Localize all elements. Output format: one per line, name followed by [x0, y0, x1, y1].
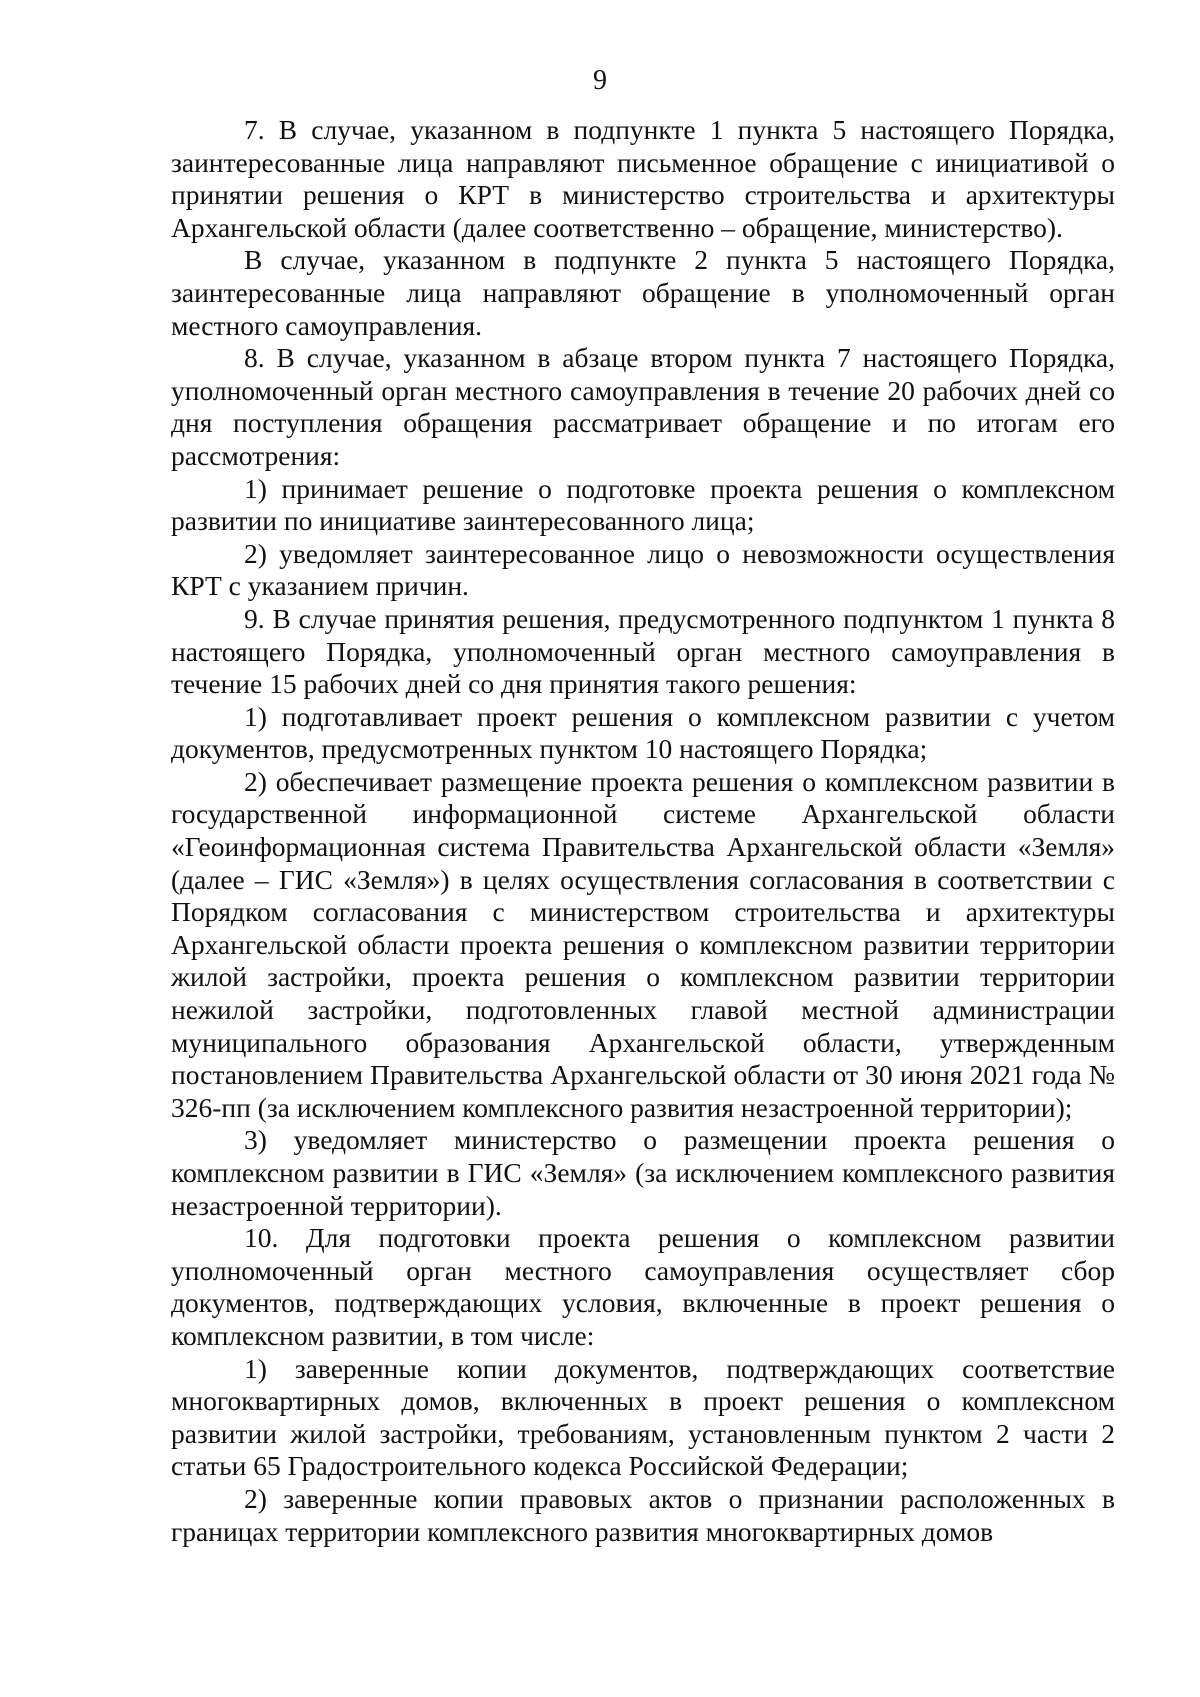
- page-number: 9: [593, 65, 607, 96]
- paragraph-8-item-1: 1) принимает решение о подготовке проекта решения о комплексном развитии по инициативе заинтересованного лица;: [171, 472, 1115, 537]
- paragraph-9-item-3: 3) уведомляет министерство о размещении проекта решения о комплексном развитии в ГИС «Земля» (за исключением комплексного развития незастроенной территории).: [171, 1124, 1115, 1221]
- paragraph-7-abzac-2: В случае, указанном в подпункте 2 пункта 5 настоящего Порядка, заинтересованные лица направляют обращение в уполномоченный орган местного самоуправления.: [171, 244, 1115, 341]
- paragraph-9-item-1: 1) подготавливает проект решения о комплексном развитии с учетом документов, предусмотренных пунктом 10 настоящего Порядка;: [171, 700, 1115, 765]
- paragraph-9: 9. В случае принятия решения, предусмотренного подпунктом 1 пункта 8 настоящего Порядка, уполномоченный орган местного самоуправления в течение 15 рабочих дней со дня принятия такого решения:: [171, 602, 1115, 700]
- document-body: [171, 114, 1115, 1548]
- paragraph-8-item-2: 2) уведомляет заинтересованное лицо о невозможности осуществления КРТ с указанием причин.: [171, 537, 1115, 602]
- paragraph-10: 10. Для подготовки проекта решения о комплексном развитии уполномоченный орган местного самоуправления осуществляет сбор документов, подтверждающих условия, включенные в проект решения о комплексном развитии, в том числе:: [171, 1222, 1115, 1351]
- paragraph-10-item-2: 2) заверенные копии правовых актов о признании расположенных в границах территории комплексного развития многоквартирных домов: [171, 1482, 1115, 1547]
- paragraph-8: 8. В случае, указанном в абзаце втором пункта 7 настоящего Порядка, уполномоченный орган местного самоуправления в течение 20 рабочих дней со дня поступления обращения рассматривает обращение и по итогам его рассмотрения:: [171, 342, 1115, 471]
- paragraph-7: 7. В случае, указанном в подпункте 1 пункта 5 настоящего Порядка, заинтересованные лица направляют письменное обращение с инициативой о принятии решения о КРТ в министерство строительства и архитектуры Архангельской области (далее соответственно – обращение, министерство).: [171, 114, 1115, 243]
- paragraph-9-item-2: 2) обеспечивает размещение проекта решения о комплексном развитии в государственной информационной системе Архангельской области «Геоинформационная система Правительства Архангельской области «Земля» (далее – ГИС «Земля») в целях осуществления согласования в соответствии с Порядком согласования с министерством строительства и архитектуры Архангельской области проекта решения о комплексном развитии территории жилой застройки, проекта решения о комплексном развитии территории нежилой застройки, подготовленных главой местной администрации муниципального образования Архангельской области, утвержденным постановлением Правительства Архангельской области от 30 июня 2021 года № 326-пп (за исключением комплексного развития незастроенной территории);: [171, 765, 1115, 1123]
- paragraph-10-item-1: 1) заверенные копии документов, подтверждающих соответствие многоквартирных домов, включенных в проект решения о комплексном развитии жилой застройки, требованиям, установленным пунктом 2 части 2 статьи 65 Градостроительного кодекса Российской Федерации;: [171, 1352, 1115, 1482]
